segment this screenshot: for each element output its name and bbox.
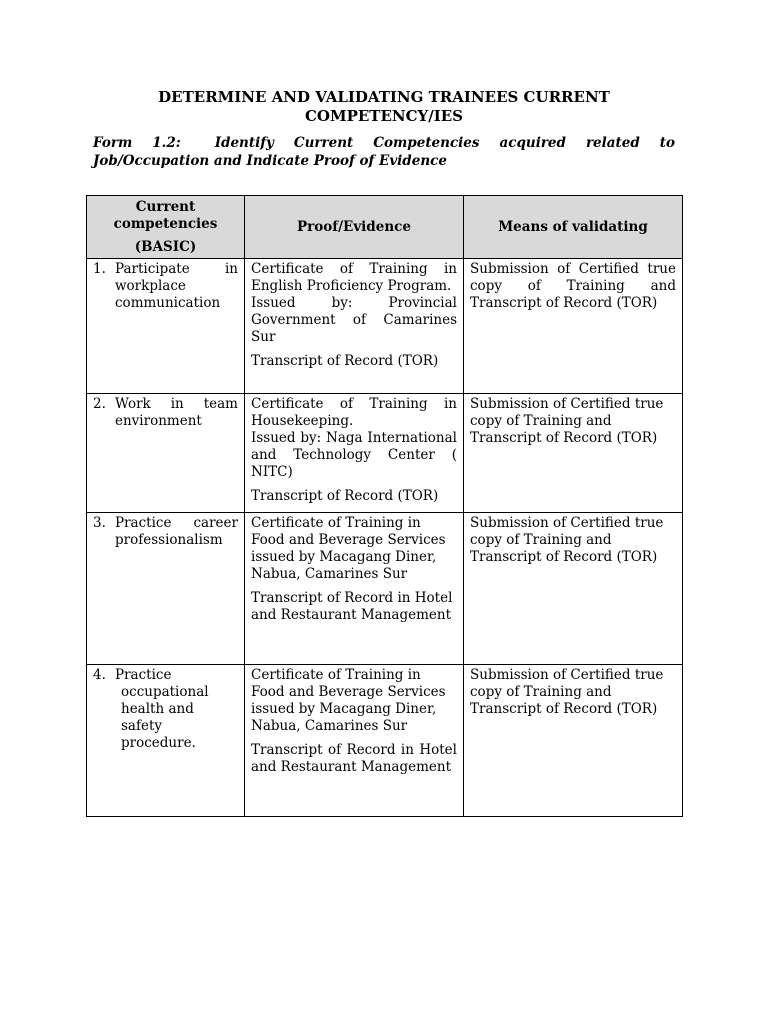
item-number: 3. bbox=[93, 515, 106, 531]
table-row bbox=[87, 513, 683, 665]
header-means-of-validating: Means of validating bbox=[464, 196, 683, 259]
competency-cell bbox=[87, 394, 245, 513]
header-col1-line1: Current competencies bbox=[113, 198, 218, 232]
competency-text: Practice career professionalism bbox=[115, 515, 238, 548]
form-text-line2: Job/Occupation and Indicate Proof of Evidence bbox=[93, 152, 447, 169]
means-text: Submission of Certified true copy of Training and Transcript of Record (TOR) bbox=[470, 396, 664, 446]
means-cell bbox=[464, 665, 683, 817]
proof-cell bbox=[245, 513, 464, 665]
issued-text: Issued by: Naga International and Technology Center ( NITC) bbox=[251, 430, 457, 480]
tor-text: Transcript of Record in Hotel and Restaurant Management bbox=[251, 590, 453, 623]
proof-cell bbox=[245, 394, 464, 513]
item-number: 4. bbox=[93, 667, 106, 683]
header-col1-line2: (BASIC) bbox=[134, 238, 197, 255]
proof-cell bbox=[245, 665, 464, 817]
proof-text: Certificate of Training in Food and Beverage Services issued by Macagang Diner, Nabua, Camarines Sur bbox=[251, 667, 446, 734]
table-header-row bbox=[87, 196, 683, 259]
competency-item bbox=[93, 515, 238, 549]
tor-text: Transcript of Record (TOR) bbox=[251, 488, 439, 504]
competency-table bbox=[86, 195, 683, 817]
proof-text: Certificate of Training in Food and Beverage Services issued by Macagang Diner, Nabua, Camarines Sur bbox=[251, 515, 446, 582]
table-row bbox=[87, 665, 683, 817]
header-current-competencies bbox=[87, 196, 245, 259]
competency-text: Participate in workplace communication bbox=[115, 261, 238, 311]
competency-text: Practice occupational health and safety procedure. bbox=[115, 667, 209, 751]
tor-text: Transcript of Record (TOR) bbox=[251, 353, 439, 369]
competency-item bbox=[93, 261, 238, 312]
competency-cell bbox=[87, 259, 245, 394]
header-proof-evidence: Proof/Evidence bbox=[245, 196, 464, 259]
competency-cell bbox=[87, 513, 245, 665]
means-cell bbox=[464, 259, 683, 394]
competency-text: Work in team environment bbox=[115, 396, 238, 429]
means-text: Submission of Certified true copy of Training and Transcript of Record (TOR) bbox=[470, 261, 676, 311]
table-row bbox=[87, 259, 683, 394]
item-number: 2. bbox=[93, 396, 106, 412]
form-text-line1: Identify Current Competencies acquired related to bbox=[214, 135, 675, 151]
competency-item bbox=[93, 667, 238, 752]
tor-text: Transcript of Record in Hotel and Restaurant Management bbox=[251, 742, 457, 775]
proof-cell bbox=[245, 259, 464, 394]
document-title: DETERMINE AND VALIDATING TRAINEES CURRENT COMPETENCY/IES bbox=[158, 88, 610, 125]
means-text: Submission of Certified true copy of Training and Transcript of Record (TOR) bbox=[470, 667, 664, 717]
form-instruction bbox=[93, 135, 675, 170]
table-row bbox=[87, 394, 683, 513]
means-cell bbox=[464, 513, 683, 665]
form-label: Form 1.2: bbox=[93, 135, 181, 151]
proof-text: Certificate of Training in English Proficiency Program. bbox=[251, 261, 457, 294]
means-cell bbox=[464, 394, 683, 513]
competency-cell bbox=[87, 665, 245, 817]
issued-text: Issued by: Provincial Government of Camarines Sur bbox=[251, 295, 457, 345]
item-number: 1. bbox=[93, 261, 106, 277]
proof-text: Certificate of Training in Housekeeping. bbox=[251, 396, 457, 429]
means-text: Submission of Certified true copy of Training and Transcript of Record (TOR) bbox=[470, 515, 664, 565]
form-instruction-line1 bbox=[93, 135, 675, 153]
competency-item bbox=[93, 396, 238, 430]
